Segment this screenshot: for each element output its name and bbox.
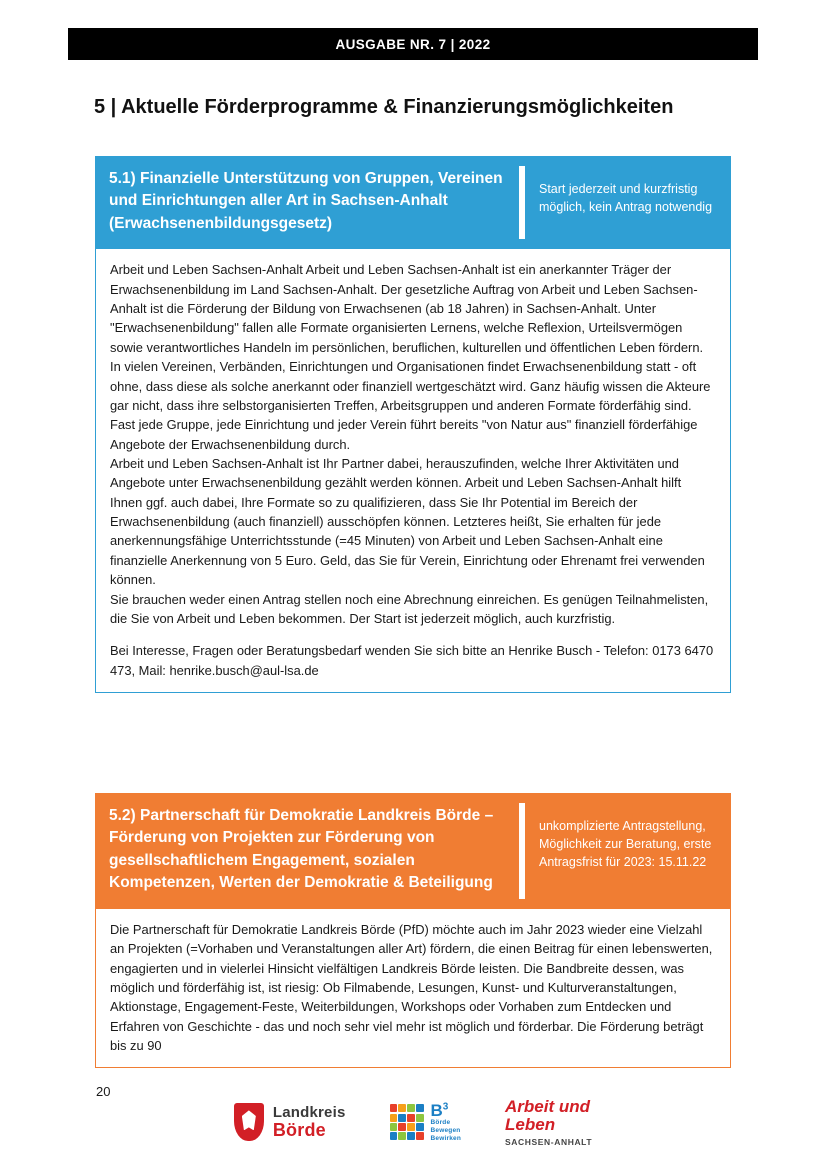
aul-line1a: Arbeit und: [505, 1097, 591, 1116]
mosaic-icon: [390, 1104, 424, 1140]
paragraph: Die Partnerschaft für Demokratie Landkreis Börde (PfD) möchte auch im Jahr 2023 wieder eine Vielzahl an Projekten (=Vorhaben und Veranstaltungen aller Art) fördern, die einen Beitrag für einen lebenswerten, engagierten und in vielerlei Hinsicht vielfältigen Landkreis Börde leisten. Die Bandbreite dessen, was möglich und förderfähig ist, ist riesig: Ob Filmabende, Lesungen, Kunst- und Kulturveranstaltungen, Aktionstage, Engagement-Feste, Weiterbildungen, Workshops oder Vorhaben zum Entdecken und Erfahren von Geschichte - das und noch sehr viel mehr ist möglich und förderbar. Die Förderung beträgt bis zu 90: [110, 921, 713, 1054]
contact-paragraph: Bei Interesse, Fragen oder Beratungsbedarf wenden Sie sich bitte an Henrike Busch - Telefon: 0173 6470 473, Mail: henrike.busch@aul-lsa.de: [110, 643, 714, 678]
section-5-2-header: [95, 793, 731, 909]
paragraph: Sie brauchen weder einen Antrag stellen noch eine Abrechnung einreichen. Es genügen Teilnahmelisten, die Sie von Arbeit und Leben bekommen. Der Start ist jederzeit möglich, auch kurzfristig.: [110, 591, 709, 626]
aul-line1b: Leben: [505, 1114, 556, 1134]
b3-logo: [390, 1102, 462, 1143]
footer-logos: [0, 1098, 826, 1147]
landkreis-logo-line1: Landkreis: [272, 1104, 346, 1122]
section-5-1-body: [95, 249, 731, 693]
section-5-2-note: unkomplizierte Antragstellung, Möglichkeit zur Beratung, erste Antragsfrist für 2023: 15.11.22: [525, 793, 731, 909]
arbeit-und-leben-logo: [505, 1098, 592, 1147]
paragraph: Arbeit und Leben Sachsen-Anhalt ist Ihr Partner dabei, herauszufinden, welche Ihrer Aktivitäten und Angebote unter Erwachsenenbildung gezählt werden können. Arbeit und Leben Sachsen-Anhalt hilft Ihnen ggf. auch dabei, Ihre Formate so zu qualifizieren, dass Sie Ihr Potential im Bereich der Erwachsenenbildung (auch finanziell) ausschöpfen können. Letzteres heißt, Sie erhalten für jede anerkennungsfähige Unterrichtsstunde (=45 Minuten) von Arbeit und Leben Sachsen-Anhalt eine finanzielle Anerkennung von 5 Euro. Geld, das Sie für Verein, Einrichtung oder Ehrenamt frei verwenden können.: [110, 456, 705, 588]
b3-line3: Bewegen: [430, 1126, 461, 1134]
b3-line2: Börde: [430, 1118, 451, 1126]
section-5-1: [95, 156, 731, 693]
landkreis-logo-line2: Börde: [272, 1119, 326, 1140]
b3-mark: $B^3$: [430, 1100, 449, 1120]
landkreis-boerde-logo: [234, 1103, 346, 1141]
page-title: [94, 96, 774, 119]
aul-line2: SACHSEN-ANHALT: [505, 1136, 593, 1147]
chapter-number: 5 |: [94, 96, 122, 118]
section-5-2: [95, 793, 731, 1068]
section-5-2-body: [95, 909, 731, 1069]
page-number: 20: [96, 1084, 111, 1099]
chapter-title-text: Aktuelle Förderprogramme & Finanzierungsmöglichkeiten: [121, 96, 674, 118]
paragraph: Arbeit und Leben Sachsen-Anhalt Arbeit und Leben Sachsen-Anhalt ist ein anerkannter Träger der Erwachsenenbildung im Land Sachsen-Anhalt. Der gesetzliche Auftrag von Arbeit und Leben Sachsen-Anhalt ist die Förderung der Bildung von Erwachsenen (ab 18 Jahren) in Sachsen-Anhalt. Unter "Erwachsenenbildung" fallen alle Formate organisierten Lernens, welche Reflexion, Urteilsvermögen sowie verantwortliches Handeln im persönlichen, beruflichen, kulturellen und öffentlichen Leben fördern.: [110, 262, 704, 355]
paragraph: In vielen Vereinen, Verbänden, Einrichtungen und Organisationen findet Erwachsenenbildung statt - oft ohne, dass diese als solche anerkannt oder finanziell wertgeschätzt wird. Ganz häufig wissen die Akteure gar nicht, dass ihre selbstorganisierten Treffen, Arbeitsgruppen und anderen Formate förderfähig sind. Fast jede Gruppe, jede Einrichtung und jeder Verein führt bereits "von Natur aus" finanziell förderfähige Angebote der Erwachsenenbildung durch.: [110, 359, 711, 452]
section-5-1-header: [95, 156, 731, 249]
coat-of-arms-icon: [234, 1103, 264, 1141]
issue-bar: AUSGABE NR. 7 | 2022: [68, 28, 758, 60]
section-5-1-heading: 5.1) Finanzielle Unterstützung von Gruppen, Vereinen und Einrichtungen aller Art in Sachsen-Anhalt (Erwachsenenbildungsgesetz): [109, 170, 503, 232]
section-5-2-heading: 5.2) Partnerschaft für Demokratie Landkreis Börde – Förderung von Projekten zur Förderung von gesellschaftlichem Engagement, sozialen Kompetenzen, Werten der Demokratie & Beteiligung: [109, 807, 494, 892]
b3-line4: Bewirken: [430, 1134, 462, 1142]
section-5-1-note: Start jederzeit und kurzfristig möglich, kein Antrag notwendig: [525, 156, 731, 249]
